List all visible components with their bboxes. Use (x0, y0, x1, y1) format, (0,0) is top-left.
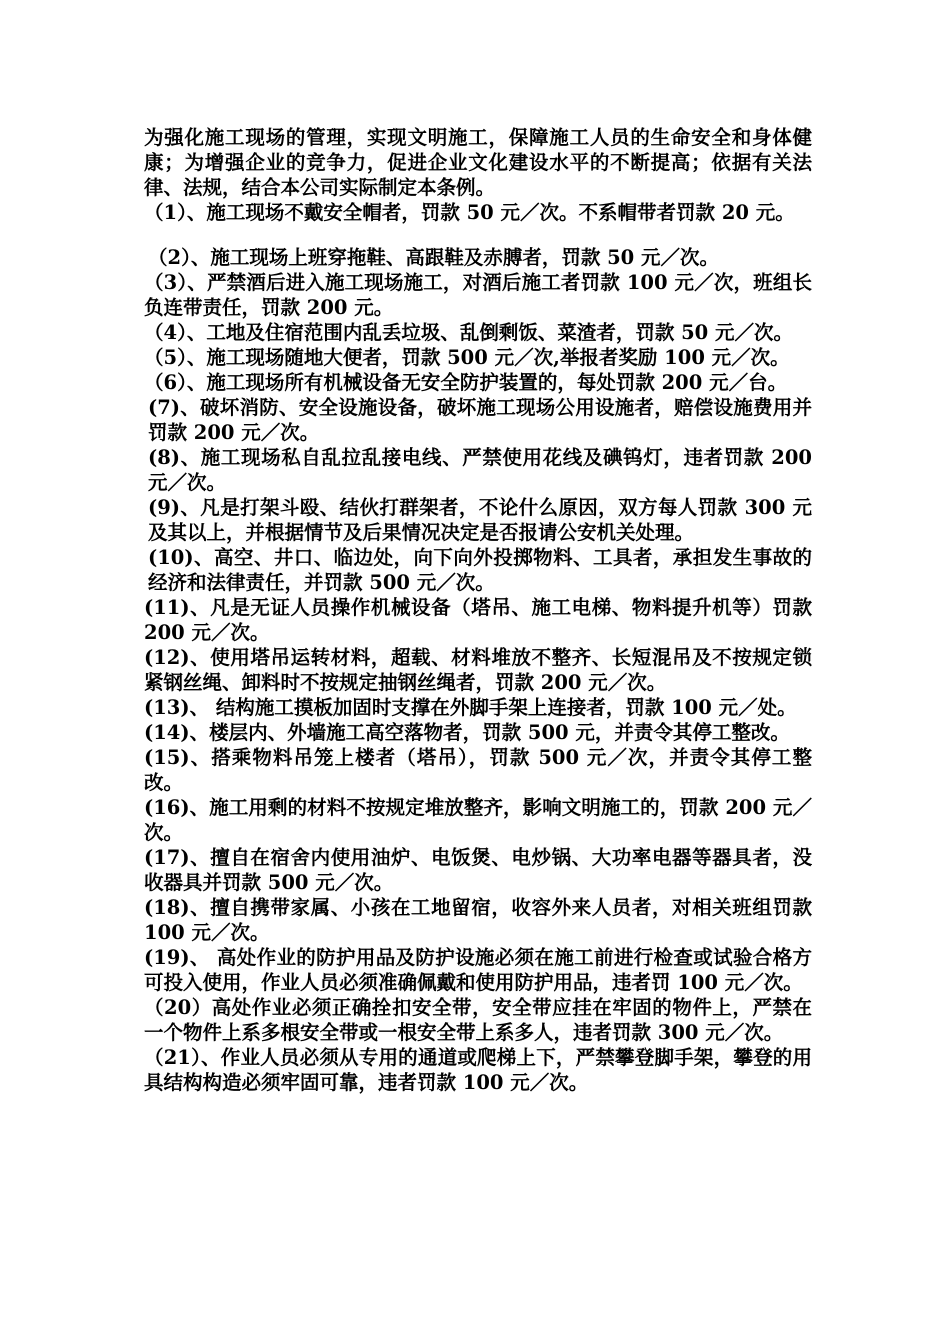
rule-item-18: (18)、擅自携带家属、小孩在工地留宿，收容外来人员者，对相关班组罚款 100 元／次。 (144, 896, 812, 944)
rule-item-3: （3）、严禁酒后进入施工现场施工，对酒后施工者罚款 100 元／次，班组长负连带责任，罚款 200 元。 (144, 271, 812, 319)
rule-item-1: （1）、施工现场不戴安全帽者，罚款 50 元／次。不系帽带者罚款 20 元。 (144, 201, 795, 224)
rule-item-19: (19)、 高处作业的防护用品及防护设施必须在施工前进行检查或试验合格方可投入使用，作业人员必须准确佩戴和使用防护用品，违者罚 100 元／次。 (144, 946, 812, 994)
rule-item-4: （4）、工地及住宿范围内乱丢垃圾、乱倒剩饭、菜渣者，罚款 50 元／次。 (144, 321, 794, 344)
rule-item-10: (10)、高空、井口、临边处，向下向外投掷物料、工具者，承担发生事故的经济和法律责任，并罚款 500 元／次。 (148, 546, 812, 594)
rule-item-16: (16)、施工用剩的材料不按规定堆放整齐，影响文明施工的，罚款 200 元／次。 (144, 796, 812, 844)
rule-item-15: (15)、搭乘物料吊笼上楼者（塔吊），罚款 500 元／次，并责令其停工整改。 (144, 746, 812, 794)
rule-item-20: （20）高处作业必须正确拴扣安全带，安全带应挂在牢固的物件上，严禁在一个物件上系多根安全带或一根安全带上系多人，违者罚款 300 元／次。 (144, 996, 812, 1044)
rule-item-6: （6）、施工现场所有机械设备无安全防护装置的，每处罚款 200 元／台。 (144, 371, 788, 394)
rule-item-13: (13)、 结构施工摸板加固时支撑在外脚手架上连接者，罚款 100 元／处。 (144, 696, 797, 719)
intro-paragraph: 为强化施工现场的管理，实现文明施工，保障施工人员的生命安全和身体健康；为增强企业的竞争力，促进企业文化建设水平的不断提高；依据有关法律、法规，结合本公司实际制定本条例。 (144, 126, 812, 199)
rule-item-17: (17)、擅自在宿舍内使用油炉、电饭煲、电炒锅、大功率电器等器具者，没收器具并罚款 500 元／次。 (144, 846, 812, 894)
rule-item-14: (14)、楼层内、外墙施工高空落物者，罚款 500 元，并责令其停工整改。 (144, 721, 790, 744)
rule-item-12: (12)、使用塔吊运转材料，超载、材料堆放不整齐、长短混吊及不按规定锁紧钢丝绳、卸料时不按规定抽钢丝绳者，罚款 200 元／次。 (144, 646, 812, 694)
rule-item-21: （21）、作业人员必须从专用的通道或爬梯上下，严禁攀登脚手架，攀登的用具结构构造必须牢固可靠，违者罚款 100 元／次。 (144, 1046, 812, 1094)
rule-item-9: (9)、凡是打架斗殴、结伙打群架者，不论什么原因，双方每人罚款 300 元及其以上，并根据情节及后果情况决定是否报请公安机关处理。 (148, 496, 812, 544)
document-body (144, 125, 812, 1095)
rule-item-5: （5）、施工现场随地大便者，罚款 500 元／次,举报者奖励 100 元／次。 (144, 346, 790, 369)
rule-item-7: (7)、破坏消防、安全设施设备，破坏施工现场公用设施者，赔偿设施费用并罚款 200 元／次。 (148, 396, 812, 444)
rule-item-11: (11)、凡是无证人员操作机械设备（塔吊、施工电梯、物料提升机等）罚款 200 元／次。 (144, 596, 812, 644)
rule-item-8: (8)、施工现场私自乱拉乱接电线、严禁使用花线及碘钨灯，违者罚款 200 元／次。 (148, 446, 812, 494)
rule-item-2: （2）、施工现场上班穿拖鞋、高跟鞋及赤膊者，罚款 50 元／次。 (148, 246, 720, 269)
